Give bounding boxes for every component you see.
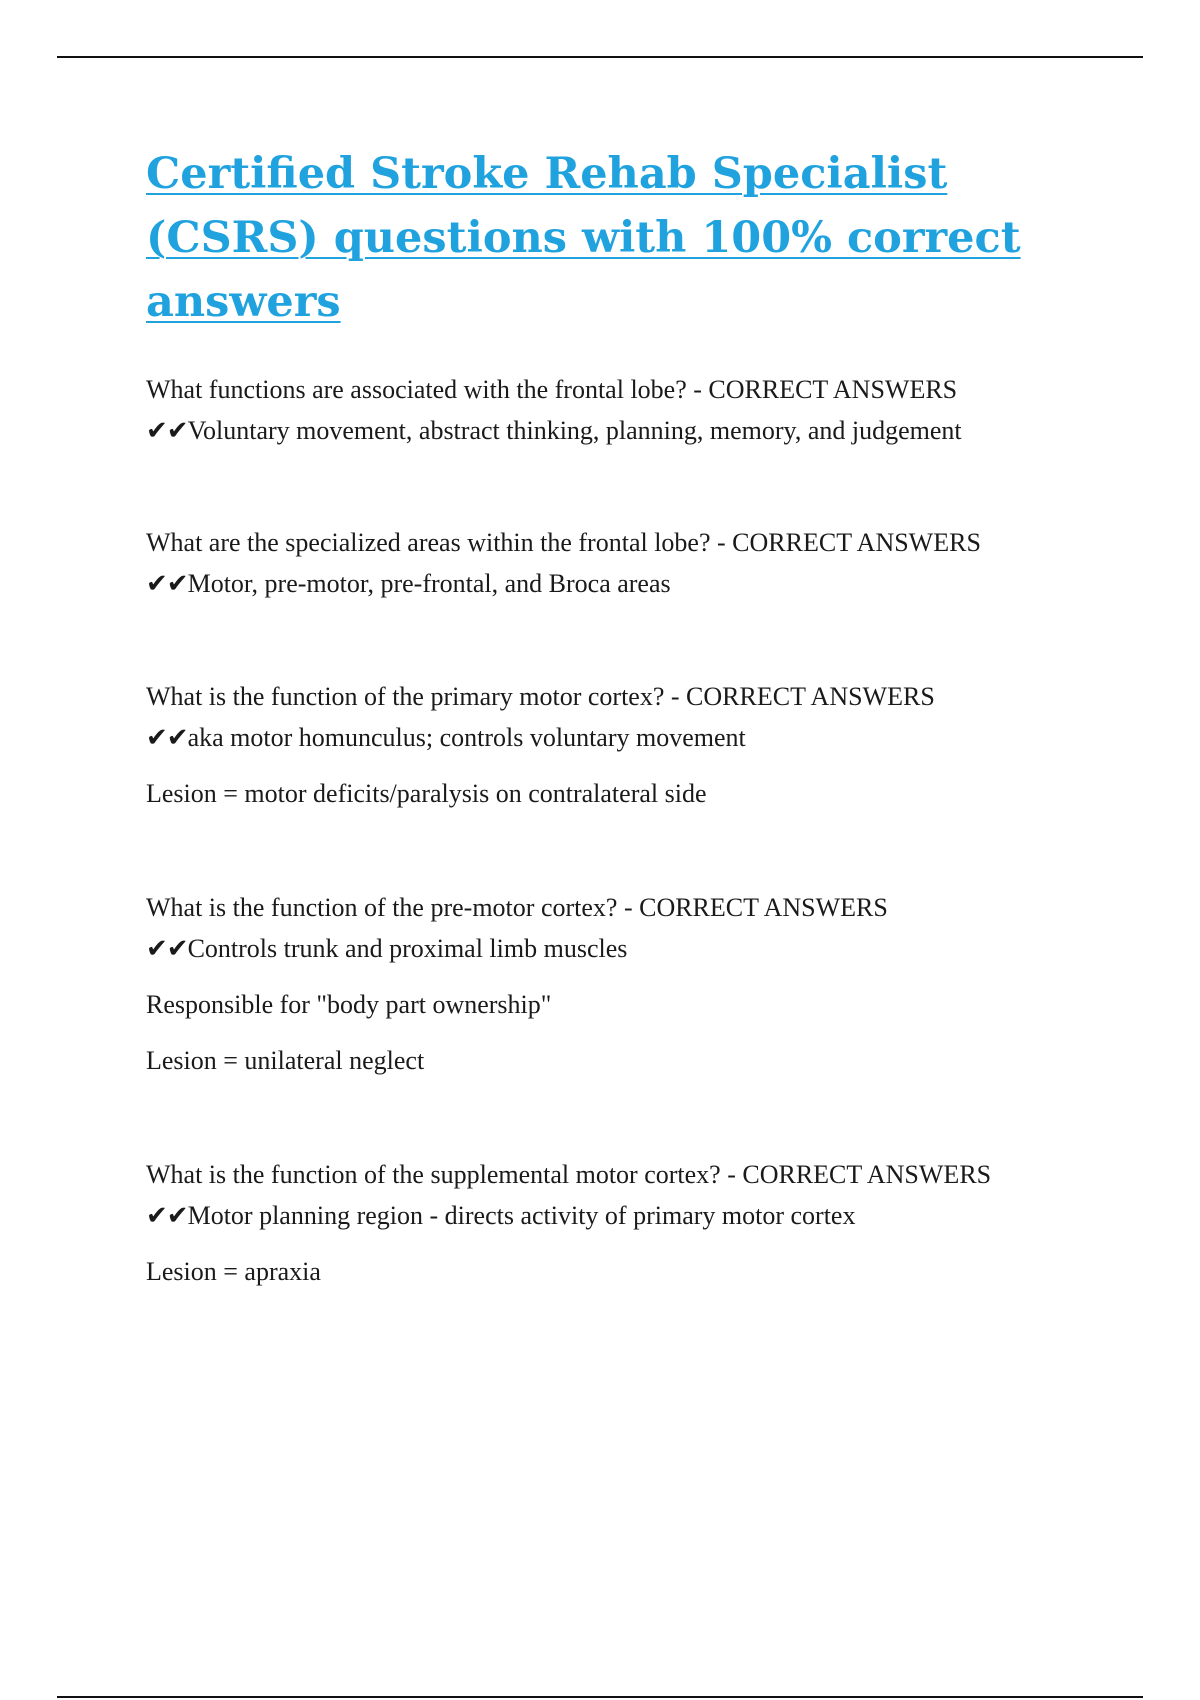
check-mark-icon: ✔✔	[146, 569, 188, 598]
qa-item	[146, 369, 1096, 451]
check-mark-icon: ✔✔	[146, 1201, 188, 1230]
qa-question-answer	[146, 887, 1096, 969]
check-mark-icon: ✔✔	[146, 416, 188, 445]
answer-note: Lesion = motor deficits/paralysis on contralateral side	[146, 779, 707, 808]
qa-question-answer	[146, 522, 1096, 604]
bottom-divider	[57, 1696, 1143, 1698]
answer-text: Voluntary movement, abstract thinking, planning, memory, and judgement	[187, 416, 962, 445]
check-mark-icon: ✔✔	[146, 934, 188, 963]
answer-text: Motor, pre-motor, pre-frontal, and Broca areas	[187, 569, 671, 598]
question-text: What is the function of the supplemental motor cortex? - CORRECT ANSWERS	[146, 1160, 992, 1189]
qa-item	[146, 676, 1096, 814]
qa-item	[146, 1154, 1096, 1292]
answer-note: Lesion = unilateral neglect	[146, 1046, 425, 1075]
qa-question-answer	[146, 676, 1096, 758]
question-text: What functions are associated with the frontal lobe? - CORRECT ANSWERS	[146, 375, 958, 404]
answer-text: aka motor homunculus; controls voluntary movement	[187, 723, 746, 752]
document-title-link[interactable]: Certified Stroke Rehab Specialist (CSRS) questions with 100% correct answers	[146, 149, 1021, 327]
qa-item	[146, 522, 1096, 604]
top-divider	[57, 56, 1143, 58]
answer-note: Lesion = apraxia	[146, 1257, 321, 1286]
question-text: What is the function of the primary motor cortex? - CORRECT ANSWERS	[146, 682, 935, 711]
check-mark-icon: ✔✔	[146, 723, 188, 752]
answer-text: Motor planning region - directs activity of primary motor cortex	[187, 1201, 856, 1230]
qa-question-answer	[146, 1154, 1096, 1236]
answer-note: Responsible for "body part ownership"	[146, 990, 552, 1019]
question-text: What is the function of the pre-motor cortex? - CORRECT ANSWERS	[146, 893, 888, 922]
answer-text: Controls trunk and proximal limb muscles	[187, 934, 628, 963]
qa-item	[146, 887, 1096, 1081]
qa-question-answer	[146, 369, 1096, 451]
question-text: What are the specialized areas within the frontal lobe? - CORRECT ANSWERS	[146, 528, 981, 557]
